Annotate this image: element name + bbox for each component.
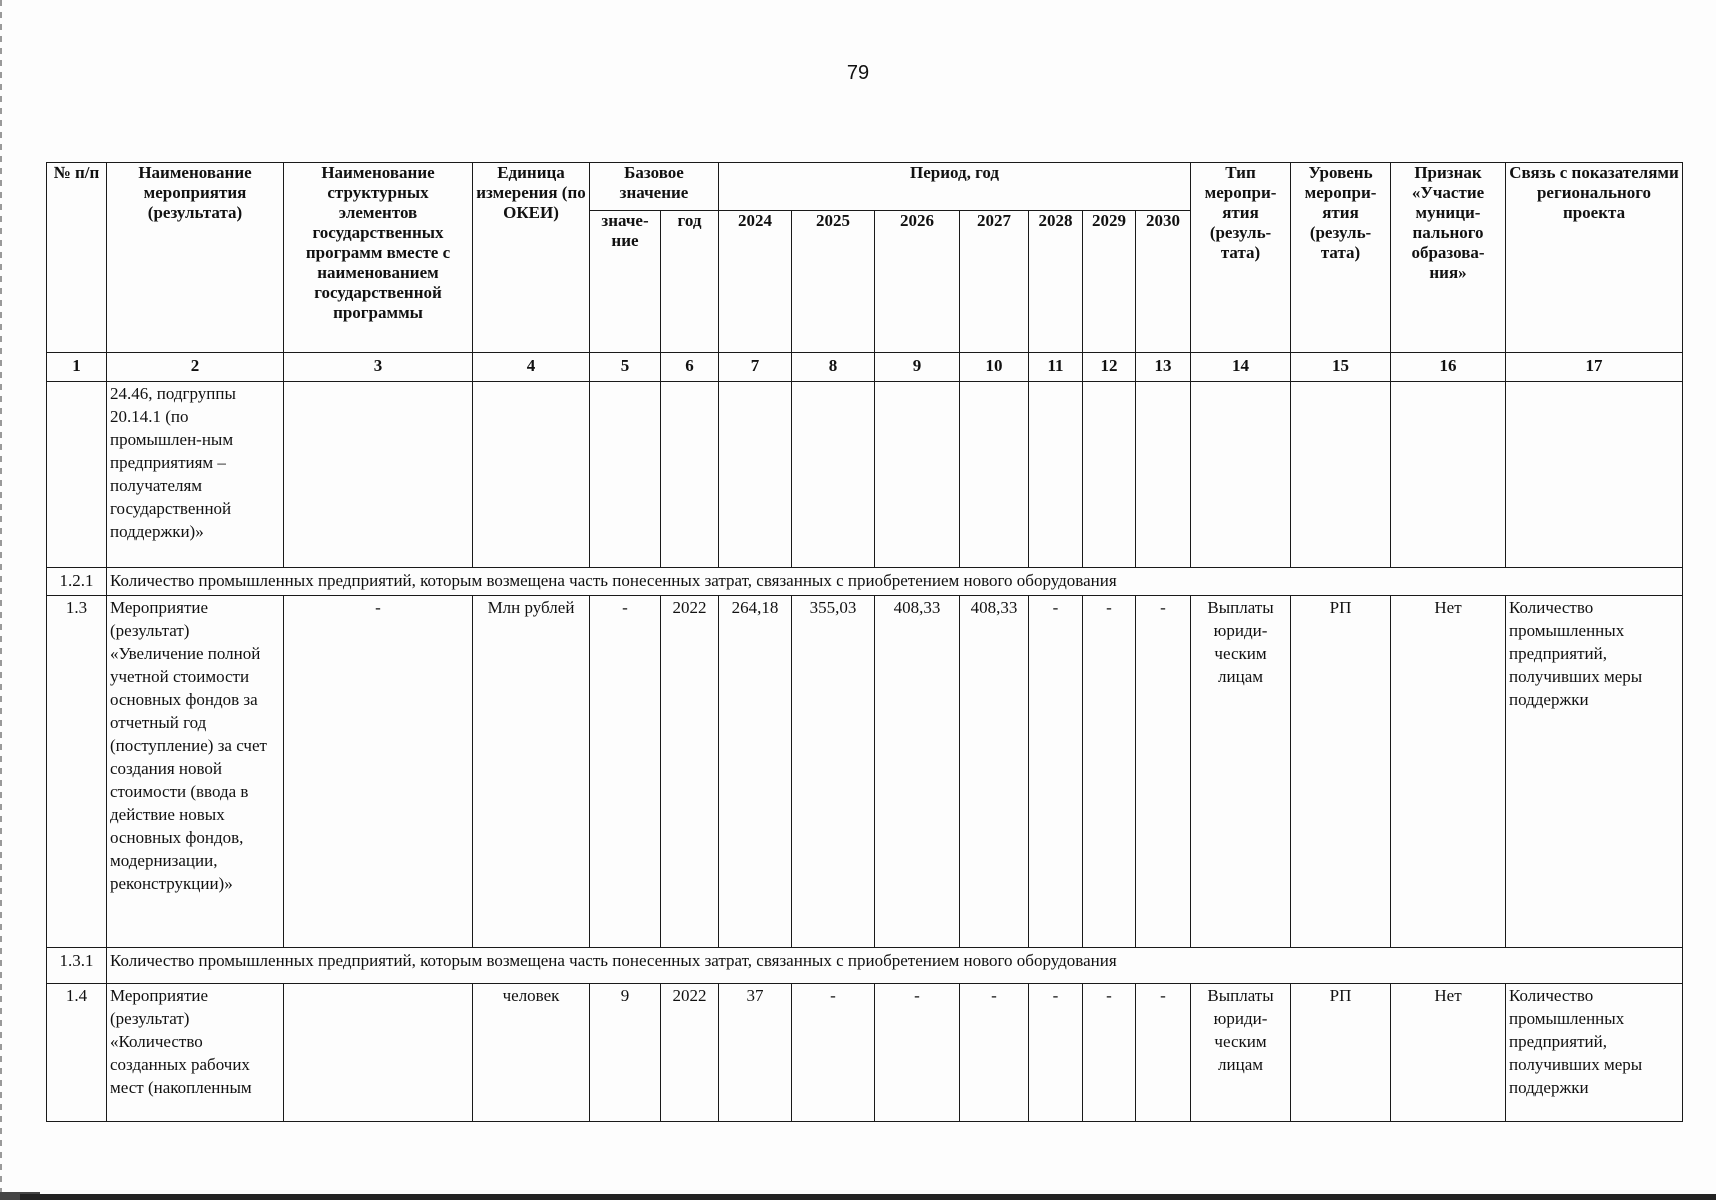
header-base-value: значе-ние — [590, 211, 661, 353]
cell-base-value: 9 — [590, 984, 661, 1122]
header-structural: Наименование структурных элементов государственных программ вместе с наименованием государственной программы — [284, 163, 473, 353]
cell-value-2026: - — [875, 984, 960, 1122]
cell-value-2028: - — [1029, 596, 1083, 948]
cell-base-year: 2022 — [661, 984, 719, 1122]
header-type: Тип меропри-ятия (резуль-тата) — [1191, 163, 1291, 353]
cell-value-2024: 264,18 — [719, 596, 792, 948]
cell-municipal — [1391, 382, 1506, 568]
header-municipal: Признак «Участие муници-пального образова-ния» — [1391, 163, 1506, 353]
table-row-1-2-1 — [47, 568, 1683, 596]
cell-base-year — [661, 382, 719, 568]
header-num: № п/п — [47, 163, 107, 353]
cell-value-2029: - — [1083, 596, 1136, 948]
header-level: Уровень меропри-ятия (резуль-тата) — [1291, 163, 1391, 353]
cell-year — [719, 382, 792, 568]
header-unit: Единица измерения (по ОКЕИ) — [473, 163, 590, 353]
cell-num: 1.4 — [47, 984, 107, 1122]
header-year-2026: 2026 — [875, 211, 960, 353]
cell-link: Количество промышленных предприятий, получивших меры поддержки — [1506, 984, 1683, 1122]
cell-value-2030: - — [1136, 596, 1191, 948]
header-name: Наименование мероприятия (результата) — [107, 163, 284, 353]
cell-num: 1.3 — [47, 596, 107, 948]
cell-base-value — [590, 382, 661, 568]
column-number: 11 — [1029, 353, 1083, 382]
cell-unit: человек — [473, 984, 590, 1122]
cell-value-2030: - — [1136, 984, 1191, 1122]
column-number: 16 — [1391, 353, 1506, 382]
table-row-1-3 — [47, 596, 1683, 948]
column-number: 15 — [1291, 353, 1391, 382]
header-year-2024: 2024 — [719, 211, 792, 353]
column-number: 2 — [107, 353, 284, 382]
cell-base-value: - — [590, 596, 661, 948]
column-number: 13 — [1136, 353, 1191, 382]
cell-year — [875, 382, 960, 568]
header-year-2030: 2030 — [1136, 211, 1191, 353]
left-margin-dashes — [0, 0, 2, 1200]
cell-type — [1191, 382, 1291, 568]
cell-type: Выплаты юриди-ческим лицам — [1191, 596, 1291, 948]
cell-unit — [473, 382, 590, 568]
cell-municipal: Нет — [1391, 596, 1506, 948]
cell-value-2029: - — [1083, 984, 1136, 1122]
table-row-1-4 — [47, 984, 1683, 1122]
measures-table — [46, 162, 1683, 1122]
cell-level — [1291, 382, 1391, 568]
column-number: 9 — [875, 353, 960, 382]
cell-value-2026: 408,33 — [875, 596, 960, 948]
cell-value-2027: 408,33 — [960, 596, 1029, 948]
cell-structural — [284, 382, 473, 568]
header-year-2028: 2028 — [1029, 211, 1083, 353]
table-row-1-3-1 — [47, 948, 1683, 984]
cell-municipal: Нет — [1391, 984, 1506, 1122]
cell-num: 1.2.1 — [47, 568, 107, 596]
cell-link: Количество промышленных предприятий, получивших меры поддержки — [1506, 596, 1683, 948]
column-number: 3 — [284, 353, 473, 382]
cell-name: Мероприятие (результат) «Увеличение полной учетной стоимости основных фондов за отчетный год (поступление) за счет создания новой стоимости (ввода в действие новых основных фондов, модернизации, реконструкции)» — [107, 596, 284, 948]
cell-year — [792, 382, 875, 568]
column-number-row — [47, 353, 1683, 382]
column-number: 7 — [719, 353, 792, 382]
cell-num: 1.3.1 — [47, 948, 107, 984]
header-base-year: год — [661, 211, 719, 353]
cell-value-2028: - — [1029, 984, 1083, 1122]
header-period: Период, год — [719, 163, 1191, 211]
column-number: 5 — [590, 353, 661, 382]
cell-level: РП — [1291, 596, 1391, 948]
column-number: 14 — [1191, 353, 1291, 382]
cell-value-2024: 37 — [719, 984, 792, 1122]
column-number: 6 — [661, 353, 719, 382]
page-number: 79 — [846, 62, 870, 84]
cell-value-2027: - — [960, 984, 1029, 1122]
cell-value-2025: 355,03 — [792, 596, 875, 948]
column-number: 12 — [1083, 353, 1136, 382]
cell-year — [1029, 382, 1083, 568]
cell-structural — [284, 984, 473, 1122]
cell-subheading: Количество промышленных предприятий, которым возмещена часть понесенных затрат, связанных с приобретением нового оборудования — [107, 568, 1683, 596]
column-number: 8 — [792, 353, 875, 382]
table-row-continuation — [47, 382, 1683, 568]
column-number: 10 — [960, 353, 1029, 382]
cell-level: РП — [1291, 984, 1391, 1122]
column-number: 4 — [473, 353, 590, 382]
column-number: 17 — [1506, 353, 1683, 382]
column-number: 1 — [47, 353, 107, 382]
cell-year — [1136, 382, 1191, 568]
cell-type: Выплаты юриди-ческим лицам — [1191, 984, 1291, 1122]
cell-year — [960, 382, 1029, 568]
header-year-2029: 2029 — [1083, 211, 1136, 353]
cell-num — [47, 382, 107, 568]
cell-unit: Млн рублей — [473, 596, 590, 948]
cell-link — [1506, 382, 1683, 568]
cell-year — [1083, 382, 1136, 568]
header-base: Базовое значение — [590, 163, 719, 211]
scan-edge-bottom — [20, 1194, 1716, 1200]
header-year-2027: 2027 — [960, 211, 1029, 353]
cell-name: Мероприятие (результат) «Количество созданных рабочих мест (накопленным — [107, 984, 284, 1122]
cell-name: 24.46, подгруппы 20.14.1 (по промышлен-ным предприятиям – получателям государственной поддержки)» — [107, 382, 284, 568]
header-link: Связь с показателями регионального проекта — [1506, 163, 1683, 353]
cell-value-2025: - — [792, 984, 875, 1122]
cell-structural: - — [284, 596, 473, 948]
cell-subheading: Количество промышленных предприятий, которым возмещена часть понесенных затрат, связанных с приобретением нового оборудования — [107, 948, 1683, 984]
header-year-2025: 2025 — [792, 211, 875, 353]
cell-base-year: 2022 — [661, 596, 719, 948]
